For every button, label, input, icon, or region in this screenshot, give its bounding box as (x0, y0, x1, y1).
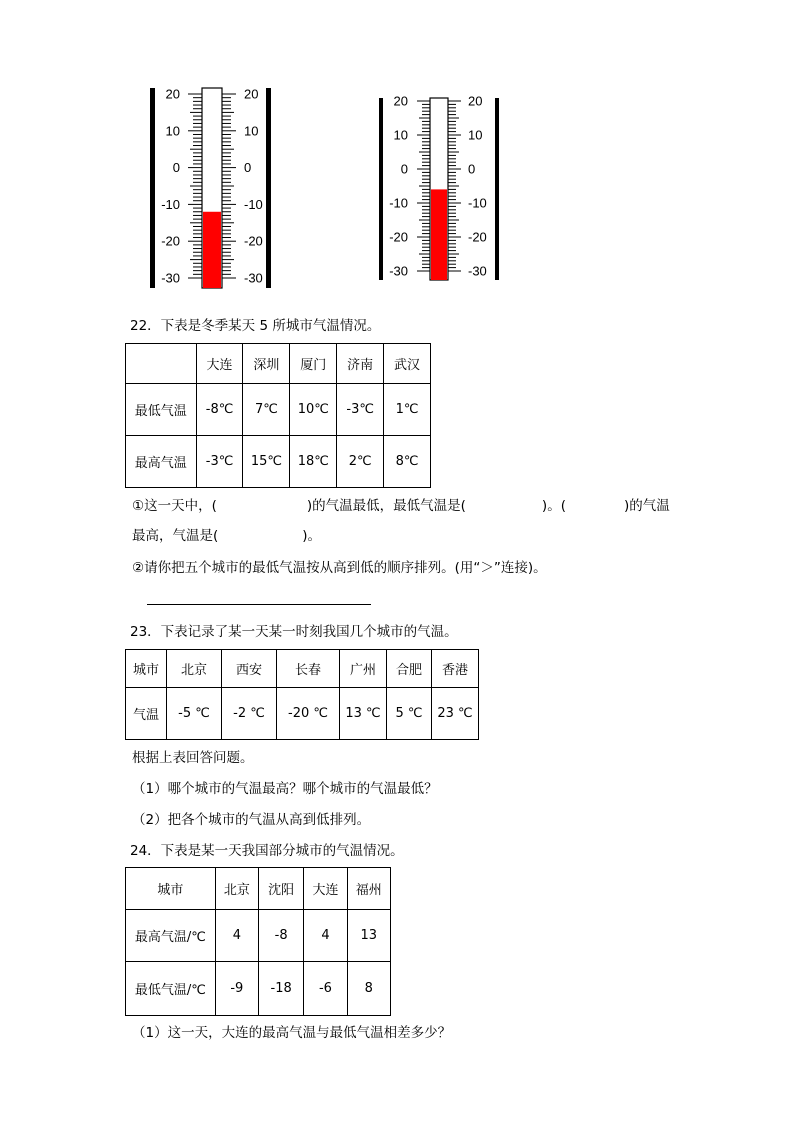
q22-title: 22．下表是冬季某天 5 所城市气温情况。 (130, 318, 381, 334)
frame-bar (379, 98, 383, 280)
q22-header-cell: 深圳 (243, 344, 290, 384)
q23-cell: -2 ℃ (222, 688, 277, 740)
q22-cell: 18℃ (290, 436, 337, 488)
q23-cell: 13 ℃ (340, 688, 387, 740)
q22-text: ①这一天中，( (132, 498, 217, 514)
q23-cell: -20 ℃ (277, 688, 340, 740)
q23-header-cell: 香港 (432, 650, 479, 688)
q24-cell: -18 (258, 962, 303, 1016)
q22-text: 最高，气温是( (132, 528, 219, 544)
scale-label: -20 (389, 229, 408, 245)
q23-header-cell: 广州 (340, 650, 387, 688)
scale-label: 20 (244, 86, 259, 102)
q24-row-label: 最低气温/℃ (126, 962, 216, 1016)
scale-label: 10 (468, 127, 483, 143)
scale-label: -10 (161, 196, 180, 212)
q23-sub-1: （1）哪个城市的气温最高？哪个城市的气温最低？ (132, 781, 438, 797)
scale-label: -10 (244, 196, 263, 212)
q24-title: 24．下表是某一天我国部分城市的气温情况。 (130, 843, 404, 859)
q24-cell: 4 (215, 910, 258, 962)
q24-header-cell: 福州 (347, 868, 390, 910)
q23-cell: 23 ℃ (432, 688, 479, 740)
table-row (126, 910, 391, 962)
q23-header-cell: 城市 (126, 650, 167, 688)
scale-label: 10 (244, 123, 259, 139)
thermometer-left (140, 84, 280, 294)
frame-bar (266, 88, 271, 288)
q22-cell: 1℃ (384, 384, 431, 436)
scale-label: 20 (165, 86, 180, 102)
scale-label: -10 (389, 195, 408, 211)
q22-cell: 8℃ (384, 436, 431, 488)
q23-header-cell: 长春 (277, 650, 340, 688)
q22-cell: -3℃ (337, 384, 384, 436)
scale-label: -10 (468, 195, 487, 211)
table-row (126, 436, 431, 488)
q24-sub-1: （1）这一天，大连的最高气温与最低气温相差多少？ (132, 1025, 452, 1041)
q22-header-cell (126, 344, 197, 384)
q23-title: 23．下表记录了某一天某一时刻我国几个城市的气温。 (130, 624, 458, 640)
scale-label: -20 (244, 233, 263, 249)
scale-label: 10 (165, 123, 180, 139)
q24-table (125, 867, 391, 1016)
q23-sub-2: （2）把各个城市的气温从高到低排列。 (132, 812, 371, 828)
q22-cell: -3℃ (196, 436, 243, 488)
scale-label: 0 (172, 160, 180, 176)
q24-cell: 8 (347, 962, 390, 1016)
q23-row-label: 气温 (126, 688, 167, 740)
mercury-column (203, 212, 221, 288)
scale-label: 20 (393, 93, 408, 109)
q22-table (125, 343, 431, 488)
q22-text: )的气温最低，最低气温是( (306, 498, 466, 514)
scale-label: -30 (389, 263, 408, 279)
q24-cell: 13 (347, 910, 390, 962)
scale-label: -30 (468, 263, 487, 279)
q24-cell: -8 (258, 910, 303, 962)
q24-cell: 4 (304, 910, 347, 962)
q24-cell: -9 (215, 962, 258, 1016)
scale-label: -30 (244, 270, 263, 286)
q24-header-cell: 沈阳 (258, 868, 303, 910)
mercury-column (431, 189, 447, 280)
q22-cell: -8℃ (196, 384, 243, 436)
scale-label: 0 (468, 161, 476, 177)
q22-cell: 10℃ (290, 384, 337, 436)
scale-label: 10 (393, 127, 408, 143)
table-row (126, 384, 431, 436)
q24-header-cell: 北京 (215, 868, 258, 910)
answer-line[interactable] (147, 604, 371, 605)
q22-question-2: ②请你把五个城市的最低气温按从高到低的顺序排列。(用“＞”连接)。 (132, 560, 547, 576)
q22-cell: 15℃ (243, 436, 290, 488)
scale-label: -20 (468, 229, 487, 245)
q22-text: )。 (302, 528, 322, 544)
scale-label: -20 (161, 233, 180, 249)
q22-row-label: 最低气温 (126, 384, 197, 436)
table-row (126, 962, 391, 1016)
frame-bar (150, 88, 155, 288)
scale-label: -30 (161, 270, 180, 286)
q22-header-cell: 武汉 (384, 344, 431, 384)
q22-row-label: 最高气温 (126, 436, 197, 488)
q22-header-cell: 厦门 (290, 344, 337, 384)
q23-cell: -5 ℃ (167, 688, 222, 740)
q23-cell: 5 ℃ (387, 688, 432, 740)
q22-question-1-cont (132, 526, 321, 546)
q22-question-1 (132, 496, 670, 516)
frame-bar (495, 98, 499, 280)
scale-label: 20 (468, 93, 483, 109)
q22-header-cell: 大连 (196, 344, 243, 384)
q22-text: )。( (541, 498, 566, 514)
q22-cell: 2℃ (337, 436, 384, 488)
q22-text: )的气温 (623, 498, 670, 514)
q24-header-cell: 大连 (304, 868, 347, 910)
q23-intro: 根据上表回答问题。 (132, 750, 254, 766)
q24-cell: -6 (304, 962, 347, 1016)
thermometer-right (372, 92, 508, 292)
scale-label: 0 (400, 161, 408, 177)
q24-header-cell: 城市 (126, 868, 216, 910)
q24-row-label: 最高气温/℃ (126, 910, 216, 962)
q23-header-cell: 合肥 (387, 650, 432, 688)
q22-cell: 7℃ (243, 384, 290, 436)
scale-label: 0 (244, 160, 252, 176)
q22-header-cell: 济南 (337, 344, 384, 384)
q23-header-cell: 北京 (167, 650, 222, 688)
q23-header-cell: 西安 (222, 650, 277, 688)
table-row (126, 688, 479, 740)
q23-table (125, 649, 479, 740)
